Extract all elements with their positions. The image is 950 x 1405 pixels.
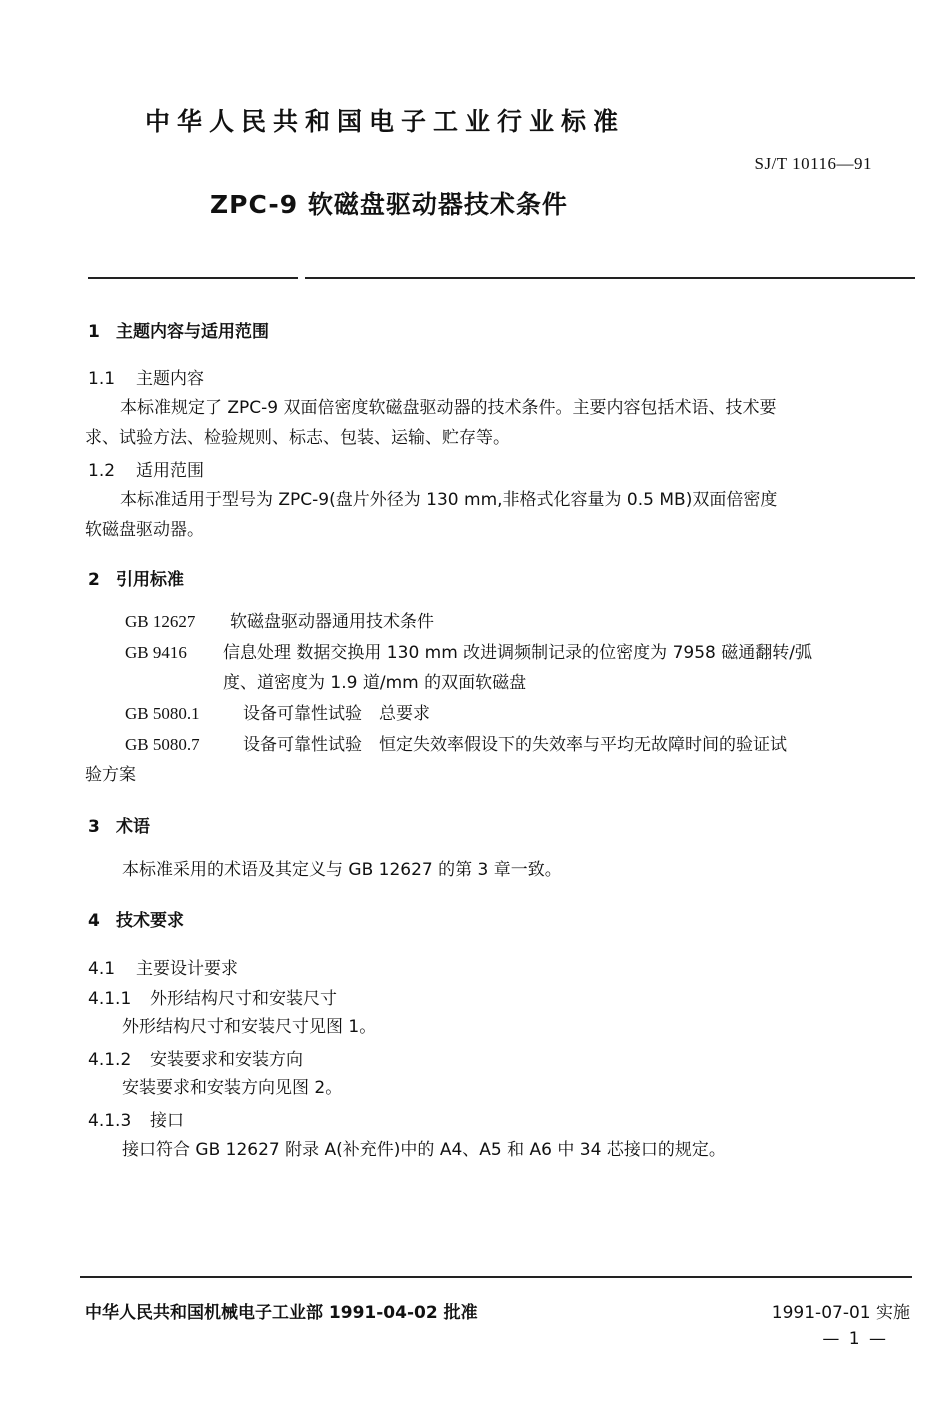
section-1-1-heading xyxy=(88,364,204,389)
section-number: 4.1.2 xyxy=(88,1050,132,1070)
section-number: 1 xyxy=(88,322,100,342)
reference-code: GB 9416 xyxy=(125,643,187,662)
reference-item xyxy=(125,607,434,637)
footer-rule xyxy=(80,1276,912,1278)
reference-code: GB 5080.1 xyxy=(125,704,200,723)
section-title: 术语 xyxy=(116,817,150,837)
section-title: 技术要求 xyxy=(116,911,184,931)
reference-item xyxy=(125,699,430,729)
standard-code: SJ/T 10116—91 xyxy=(754,154,872,173)
section-title: 引用标准 xyxy=(116,570,184,590)
section-number: 3 xyxy=(88,817,100,837)
standard-name: 中华人民共和国电子工业行业标准 xyxy=(145,107,626,136)
paragraph-line: 本标准适用于型号为 ZPC-9(盘片外径为 130 mm,非格式化容量为 0.5 MB)双面倍密度 xyxy=(120,490,778,510)
reference-item xyxy=(125,730,787,760)
effective-date: 1991-07-01 实施 xyxy=(771,1303,910,1323)
reference-title: 软磁盘驱动器通用技术条件 xyxy=(230,612,434,632)
section-2-heading xyxy=(88,565,184,590)
reference-continuation: 验方案 xyxy=(85,765,136,785)
section-title: 适用范围 xyxy=(136,461,204,481)
approval-line: 中华人民共和国机械电子工业部 1991-04-02 批准 xyxy=(85,1303,478,1323)
page-number: — 1 — xyxy=(822,1329,888,1349)
paragraph-line: 软磁盘驱动器。 xyxy=(85,520,204,540)
section-4-1-2-heading xyxy=(88,1045,303,1070)
section-number: 4.1.1 xyxy=(88,989,132,1009)
section-number: 1.1 xyxy=(88,369,116,389)
section-title: 主题内容 xyxy=(136,369,204,389)
section-4-1-3-heading xyxy=(88,1106,184,1131)
section-number: 2 xyxy=(88,570,100,590)
paragraph-line: 安装要求和安装方向见图 2。 xyxy=(122,1078,343,1098)
section-number: 4.1.3 xyxy=(88,1111,132,1131)
section-4-1-heading xyxy=(88,954,238,979)
section-title: 外形结构尺寸和安装尺寸 xyxy=(150,989,337,1009)
section-title: 主题内容与适用范围 xyxy=(116,322,269,342)
reference-title: 设备可靠性试验 总要求 xyxy=(243,704,430,724)
reference-title: 设备可靠性试验 恒定失效率假设下的失效率与平均无故障时间的验证试 xyxy=(243,735,787,755)
section-title: 接口 xyxy=(150,1111,184,1131)
section-1-2-heading xyxy=(88,456,204,481)
reference-item xyxy=(125,638,812,668)
paragraph-line: 求、试验方法、检验规则、标志、包装、运输、贮存等。 xyxy=(85,428,510,448)
reference-code: GB 12627 xyxy=(125,612,196,631)
section-number: 4.1 xyxy=(88,959,116,979)
section-3-heading xyxy=(88,812,150,837)
section-title: 主要设计要求 xyxy=(136,959,238,979)
reference-continuation: 度、道密度为 1.9 道/mm 的双面软磁盘 xyxy=(223,673,527,693)
paragraph-line: 本标准采用的术语及其定义与 GB 12627 的第 3 章一致。 xyxy=(122,860,562,880)
section-title: 安装要求和安装方向 xyxy=(150,1050,303,1070)
paragraph-line: 外形结构尺寸和安装尺寸见图 1。 xyxy=(122,1017,377,1037)
section-number: 1.2 xyxy=(88,461,116,481)
header-rule-right xyxy=(305,277,915,279)
document-title: ZPC-9 软磁盘驱动器技术条件 xyxy=(210,190,568,219)
paragraph-line: 本标准规定了 ZPC-9 双面倍密度软磁盘驱动器的技术条件。主要内容包括术语、技术要 xyxy=(120,398,777,418)
header-rule-left xyxy=(88,277,298,279)
reference-title: 信息处理 数据交换用 130 mm 改进调频制记录的位密度为 7958 磁通翻转/弧 xyxy=(223,643,812,663)
section-number: 4 xyxy=(88,911,100,931)
section-4-1-1-heading xyxy=(88,984,337,1009)
paragraph-line: 接口符合 GB 12627 附录 A(补充件)中的 A4、A5 和 A6 中 34 芯接口的规定。 xyxy=(122,1140,726,1160)
reference-code: GB 5080.7 xyxy=(125,735,200,754)
section-4-heading xyxy=(88,906,184,931)
section-1-heading xyxy=(88,317,269,342)
